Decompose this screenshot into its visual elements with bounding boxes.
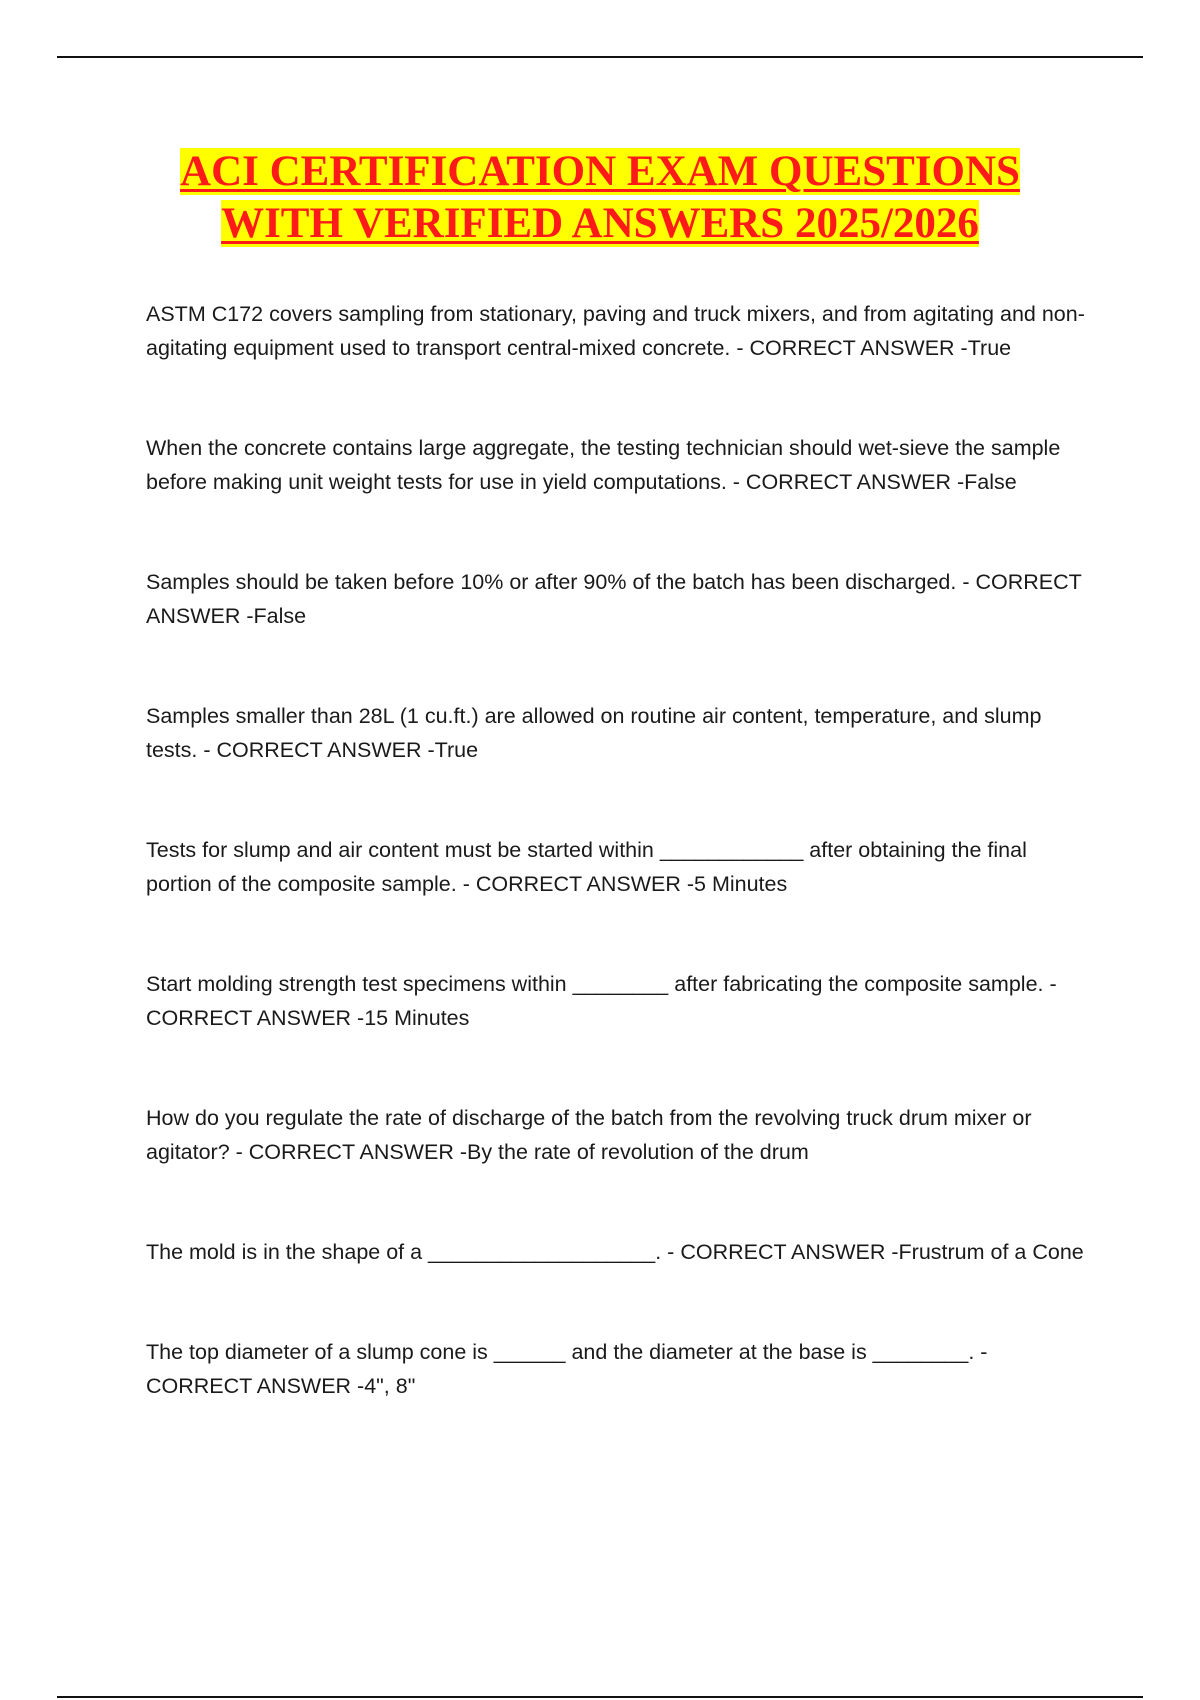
qa-item: Samples smaller than 28L (1 cu.ft.) are allowed on routine air content, temperature, and slump tests. - CORRECT ANSWER -True — [146, 704, 1042, 762]
qa-item: ASTM C172 covers sampling from stationary, paving and truck mixers, and from agitating and non-agitating equipment used to transport central-mixed concrete. - CORRECT ANSWER -True — [146, 302, 1085, 360]
qa-list — [146, 297, 1096, 1469]
bottom-rule — [57, 1696, 1143, 1698]
qa-item: When the concrete contains large aggregate, the testing technician should wet-sieve the sample before making unit weight tests for use in yield computations. - CORRECT ANSWER -False — [146, 436, 1061, 494]
qa-item: Samples should be taken before 10% or after 90% of the batch has been discharged. - CORRECT ANSWER -False — [146, 570, 1082, 628]
qa-item: How do you regulate the rate of discharge of the batch from the revolving truck drum mixer or agitator? - CORRECT ANSWER -By the rate of revolution of the drum — [146, 1106, 1032, 1164]
title-line-1: ACI CERTIFICATION EXAM QUESTIONS — [180, 148, 1020, 195]
document-title — [100, 146, 1100, 250]
title-line-2: WITH VERIFIED ANSWERS 2025/2026 — [221, 200, 979, 247]
qa-item: Tests for slump and air content must be started within ____________ after obtaining the final portion of the composite sample. - CORRECT ANSWER -5 Minutes — [146, 838, 1027, 896]
qa-item: The top diameter of a slump cone is ______ and the diameter at the base is ________. - CORRECT ANSWER -4", 8" — [146, 1340, 988, 1398]
top-rule — [57, 56, 1143, 58]
qa-item: Start molding strength test specimens within ________ after fabricating the composite sample. - CORRECT ANSWER -15 Minutes — [146, 972, 1057, 1030]
qa-item: The mold is in the shape of a ___________________. - CORRECT ANSWER -Frustrum of a Cone — [146, 1240, 1084, 1264]
